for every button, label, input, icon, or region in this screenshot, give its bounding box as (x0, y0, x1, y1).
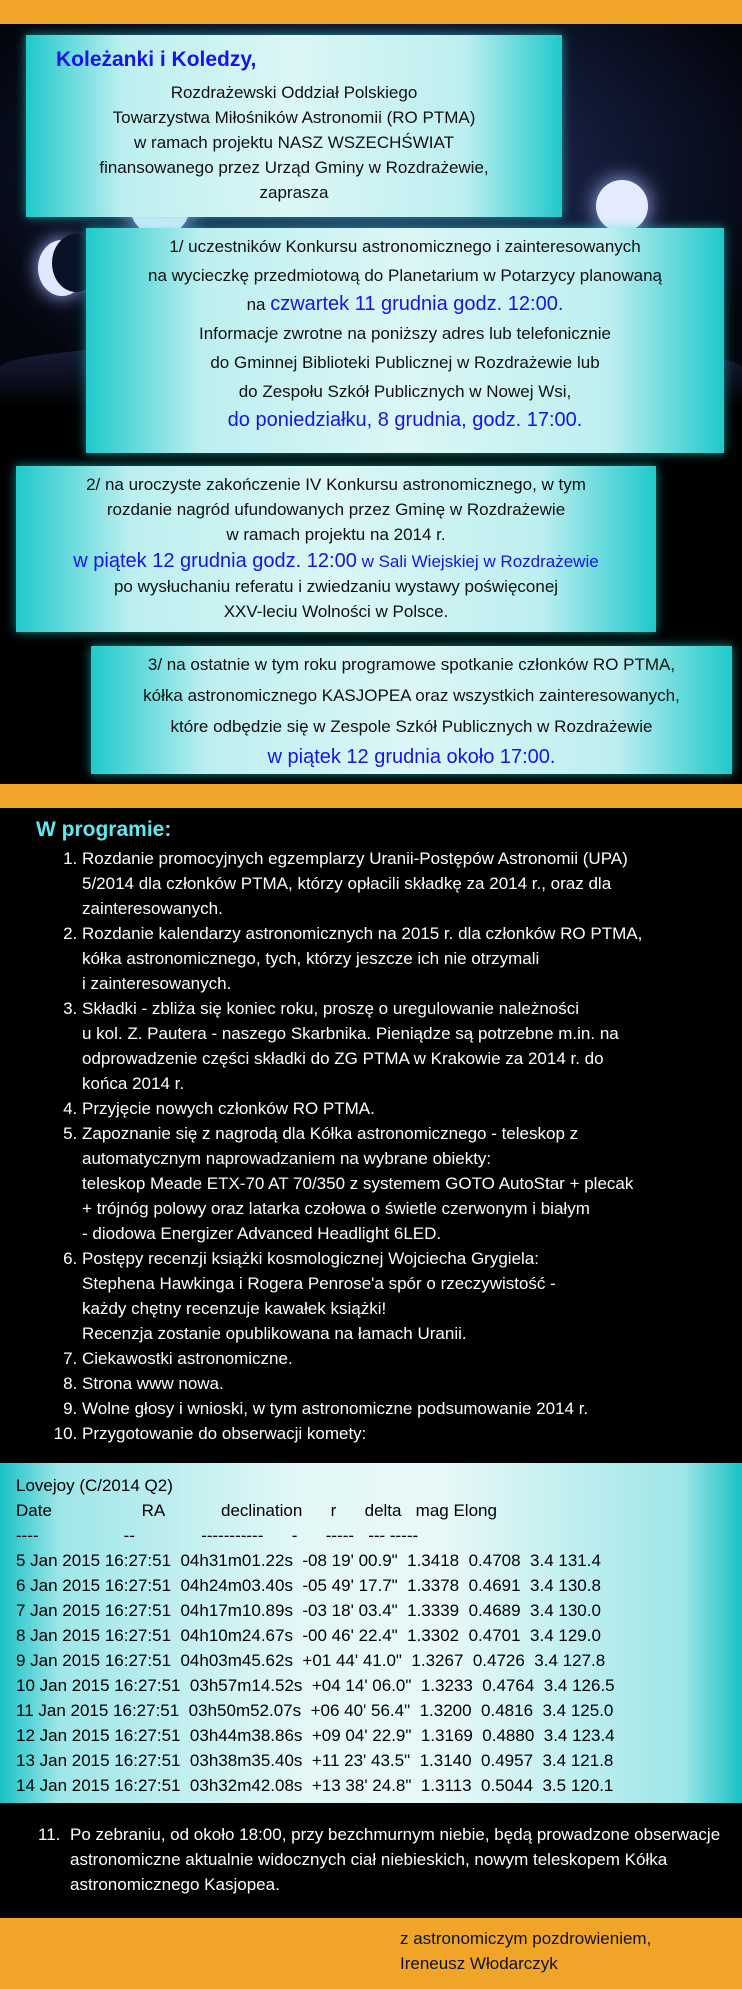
contest-ending-box (16, 466, 656, 632)
meeting-box (91, 646, 732, 774)
ephemeris-row: 14 Jan 2015 16:27:51 03h32m42.08s +13 38' 24.8" 1.3113 0.5044 3.5 120.1 (16, 1776, 614, 1795)
program-item-5: 5. Zapoznanie się z nagrodą dla Kółka astronomicznego - teleskop z automatycznym naprowadzaniem na wybrane obiekty: teleskop Meade ETX-70 AT 70/350 z systemem GOTO AutoStar + plecak + trójnóg polowy oraz latarka czołowa o świetle czerwonym i białym - diodowa Energizer Advanced Headlight 6LED. (82, 1121, 724, 1246)
contest-line-5: po wysłuchaniu referatu i zwiedzaniu wystawy poświęconej (113, 577, 559, 596)
program-item-9: 9. Wolne głosy i wnioski, w tym astronomiczne podsumowanie 2014 r. (82, 1396, 724, 1421)
meeting-date: w piątek 12 grudnia około 17:00. (267, 746, 556, 768)
contest-line-1: 2/ na uroczyste zakończenie IV Konkursu astronomicznego, w tym (86, 475, 586, 494)
meeting-line-3: które odbędzie się w Zespole Szkół Publicznych w Rozdrażewie (170, 717, 653, 736)
planetarium-line-6: do Zespołu Szkół Publicznych w Nowej Wsi, (238, 382, 572, 401)
planetarium-box (86, 228, 724, 453)
ephemeris-row: 9 Jan 2015 16:27:51 04h03m45.62s +01 44' 41.0" 1.3267 0.4726 3.4 127.8 (16, 1651, 606, 1670)
program-item-3: 3. Składki - zbliża się koniec roku, proszę o uregulowanie należności u kol. Z. Pautera - naszego Skarbnika. Pieniądze są potrzebne m.in. na odprowadzenie części składki do ZG PTMA w Krakowie za 2014 r. do końca 2014 r. (82, 996, 724, 1096)
middle-band (0, 784, 742, 808)
ephemeris-separator: ---- -- ----------- - ----- --- ----- (16, 1526, 419, 1545)
planetarium-line-1: 1/ uczestników Konkursu astronomicznego i zainteresowanych (169, 237, 641, 256)
ephemeris-table (0, 1463, 742, 1803)
greeting-box (26, 35, 562, 217)
greeting-line-2: Towarzystwa Miłośników Astronomii (RO PTMA) (112, 108, 476, 127)
program-item-11-text: Po zebraniu, od około 18:00, przy bezchmurnym niebie, będą prowadzone obserwacje astronomiczne aktualnie widocznych ciał niebieskich, nowym teleskopem Kółka astronomicznego Kasjopea. (70, 1825, 721, 1894)
program-item-4: 4. Przyjęcie nowych członków RO PTMA. (82, 1096, 724, 1121)
greeting-line-3: w ramach projektu NASZ WSZECHŚWIAT (134, 133, 454, 152)
signature (400, 1926, 651, 1976)
planetarium-deadline: do poniedziałku, 8 grudnia, godz. 17:00. (227, 409, 583, 431)
greeting-line-5: zaprasza (259, 183, 329, 202)
meeting-line-2: kółka astronomicznego KASJOPEA oraz wszystkich zainteresowanych, (143, 686, 680, 705)
program-list (24, 846, 724, 1446)
ephemeris-row: 10 Jan 2015 16:27:51 03h57m14.52s +04 14' 06.0" 1.3233 0.4764 3.4 126.5 (16, 1676, 615, 1695)
ephemeris-row: 13 Jan 2015 16:27:51 03h38m35.40s +11 23' 43.5" 1.3140 0.4957 3.4 121.8 (16, 1751, 614, 1770)
ephemeris-row: 5 Jan 2015 16:27:51 04h31m01.22s -08 19' 00.9" 1.3418 0.4708 3.4 131.4 (16, 1551, 601, 1570)
ephemeris-row: 7 Jan 2015 16:27:51 04h17m10.89s -03 18' 03.4" 1.3339 0.4689 3.4 130.0 (16, 1601, 601, 1620)
signature-greeting: z astronomiczym pozdrowieniem, (400, 1929, 652, 1948)
top-band (0, 0, 742, 24)
contest-line-3: w ramach projektu na 2014 r. (226, 525, 446, 544)
ephemeris-title: Lovejoy (C/2014 Q2) (16, 1476, 173, 1495)
ephemeris-row: 11 Jan 2015 16:27:51 03h50m52.07s +06 40' 56.4" 1.3200 0.4816 3.4 125.0 (16, 1701, 614, 1720)
program-heading: W programie: (36, 818, 172, 841)
signature-name: Ireneusz Włodarczyk (400, 1954, 558, 1973)
planetarium-line-3-prefix: na (246, 295, 271, 314)
ephemeris-header: Date RA declination r delta mag Elong (16, 1501, 497, 1520)
planetarium-line-2: na wycieczkę przedmiotową do Planetarium w Potarzycy planowaną (147, 266, 663, 285)
meeting-line-1: 3/ na ostatnie w tym roku programowe spotkanie członków RO PTMA, (147, 655, 676, 674)
planetarium-line-5: do Gminnej Biblioteki Publicznej w Rozdrażewie lub (210, 353, 600, 372)
moon-right (596, 180, 648, 232)
planetarium-line-3 (86, 292, 724, 317)
planetarium-date: czwartek 11 grudnia godz. 12:00. (270, 293, 564, 315)
planetarium-line-4: Informacje zwrotne na poniższy adres lub telefonicznie (199, 324, 611, 343)
program-item-2: 2. Rozdanie kalendarzy astronomicznych na 2015 r. dla członków RO PTMA, kółka astronomicznego, tych, którzy jeszcze ich nie otrzymali i zainteresowanych. (82, 921, 724, 996)
ephemeris-row: 8 Jan 2015 16:27:51 04h10m24.67s -00 46' 22.4" 1.3302 0.4701 3.4 129.0 (16, 1626, 601, 1645)
program-item-8: 8. Strona www nowa. (82, 1371, 724, 1396)
contest-line-4 (16, 549, 656, 574)
program-item-6: 6. Postępy recenzji książki kosmologicznej Wojciecha Grygiela: Stephena Hawkinga i Rogera Penrose'a spór o rzeczywistość - każdy chętny recenzuje kawałek książki! Recenzja zostanie opublikowana na łamach Uranii. (82, 1246, 724, 1346)
program-item-7: 7. Ciekawostki astronomiczne. (82, 1346, 724, 1371)
greeting-line-4: finansowanego przez Urząd Gminy w Rozdrażewie, (99, 158, 489, 177)
program-item-11-number: 11. (38, 1825, 61, 1844)
contest-date: w piątek 12 grudnia godz. 12:00 (73, 550, 357, 572)
contest-place: w Sali Wiejskiej w Rozdrażewie (356, 552, 599, 571)
contest-line-2: rozdanie nagród ufundowanych przez Gminę w Rozdrażewie (106, 500, 566, 519)
contest-line-6: XXV-leciu Wolności w Polsce. (223, 602, 449, 621)
greeting-heading: Koleżanki i Koledzy, (56, 48, 257, 71)
program-section (24, 818, 724, 1446)
greeting-line-1: Rozdrażewski Oddział Polskiego (170, 83, 418, 102)
program-item-1: 1. Rozdanie promocyjnych egzemplarzy Uranii-Postępów Astronomii (UPA) 5/2014 dla członków PTMA, którzy opłacili składkę za 2014 r., oraz dla zainteresowanych. (82, 846, 724, 921)
ephemeris-row: 6 Jan 2015 16:27:51 04h24m03.40s -05 49' 17.7" 1.3378 0.4691 3.4 130.8 (16, 1576, 601, 1595)
program-item-10: 10. Przygotowanie do obserwacji komety: (82, 1421, 724, 1446)
ephemeris-row: 12 Jan 2015 16:27:51 03h44m38.86s +09 04' 22.9" 1.3169 0.4880 3.4 123.4 (16, 1726, 615, 1745)
